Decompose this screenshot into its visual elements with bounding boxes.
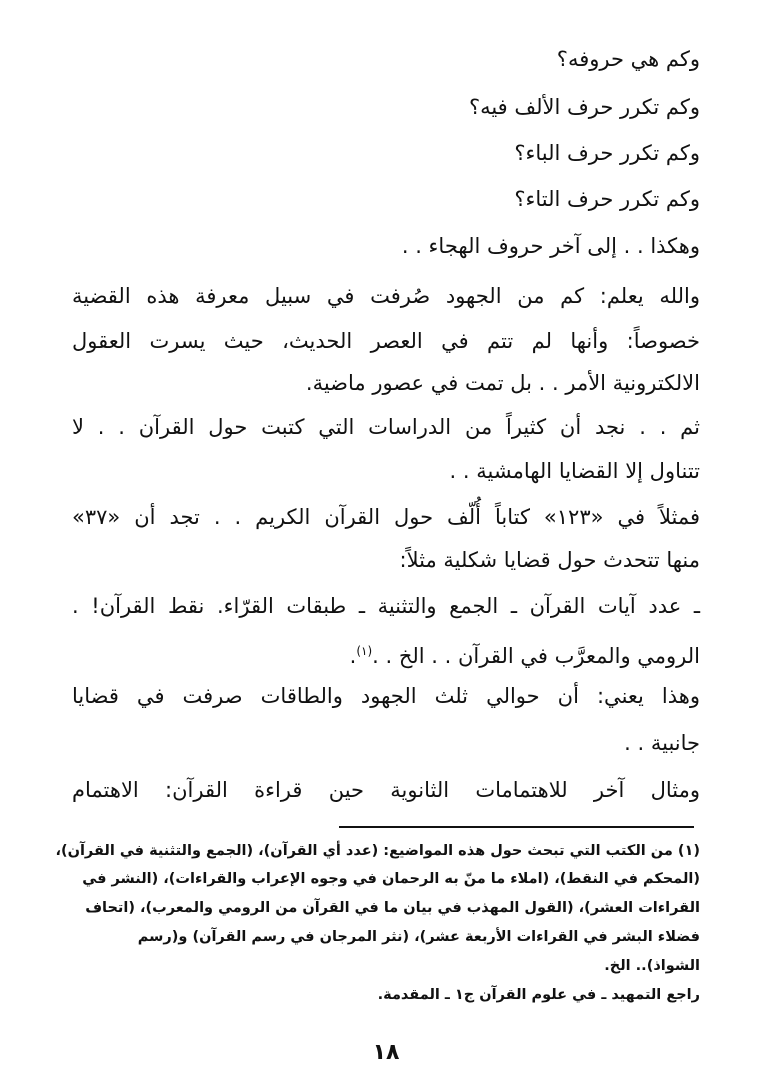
footnote-line-1: (١) من الكتب التي تبحث حول هذه المواضيع: (عدد أي القرآن)، (الجمع والتثنية في القرآن)، (55, 843, 700, 859)
footnote-line-4: فضلاء البشر في القراءات الأربعة عشر)، (نثر المرجان في رسم القرآن) و(رسم (137, 929, 700, 945)
body-line-3: وكم تكرر حرف الباء؟ (514, 141, 700, 165)
page-number: ١٨ (372, 1040, 400, 1065)
footnote-divider (339, 826, 694, 828)
body-line-6: والله يعلم: كم من الجهود صُرفت في سبيل معرفة هذه القضية (72, 284, 700, 308)
body-line-9: ثم . . نجد أن كثيراً من الدراسات التي كتبت حول القرآن . . لا (72, 415, 700, 439)
body-line-7: خصوصاً: وأنها لم تتم في العصر الحديث، حيث يسرت العقول (72, 329, 700, 353)
body-line-4: وكم تكرر حرف التاء؟ (514, 187, 700, 211)
footnote-line-3: القراءات العشر)، (القول المهذب في بيان ما في القرآن من الرومي والمعرب)، (اتحاف (85, 900, 700, 916)
body-line-16: جانبية . . (624, 731, 700, 755)
footnote-line-2: (المحكم في النقط)، (املاء ما منّ به الرحمان في وجوه الإعراب والقراءات)، (النشر في (82, 871, 700, 887)
body-line-12: منها تتحدث حول قضايا شكلية مثلاً: (399, 548, 700, 572)
footnote-line-5: الشواذ).. الخ. (604, 958, 700, 974)
footnote-line-6: راجع التمهيد ـ في علوم القرآن ج١ ـ المقدمة. (377, 987, 700, 1003)
body-line-8: الالكترونية الأمر . . بل تمت في عصور ماضية. (305, 371, 700, 395)
body-line-2: وكم تكرر حرف الألف فيه؟ (468, 95, 700, 119)
footnote-reference: (١) (356, 644, 373, 658)
body-line-1: وكم هي حروفه؟ (556, 47, 700, 71)
body-line-11: فمثلاً في «١٢٣» كتاباً أُلّف حول القرآن الكريم . . تجد أن «٣٧» (72, 505, 700, 529)
body-line-14-wrap: الرومي والمعرَّب في القرآن . . الخ . .$^{(١)}$. (349, 644, 700, 668)
body-line-10: تتناول إلا القضايا الهامشية . . (449, 459, 700, 483)
body-line-5: وهكذا . . إلى آخر حروف الهجاء . . (401, 234, 700, 258)
body-line-15: وهذا يعني: أن حوالي ثلث الجهود والطاقات صرفت في قضايا (72, 684, 700, 708)
body-line-13: ـ عدد آيات القرآن ـ الجمع والتثنية ـ طبقات القرّاء. نقط القرآن! . (72, 594, 700, 618)
body-line-17: ومثال آخر للاهتمامات الثانوية حين قراءة القرآن: الاهتمام (72, 778, 700, 802)
body-line-14: الرومي والمعرَّب في القرآن . . الخ . . (372, 644, 700, 668)
